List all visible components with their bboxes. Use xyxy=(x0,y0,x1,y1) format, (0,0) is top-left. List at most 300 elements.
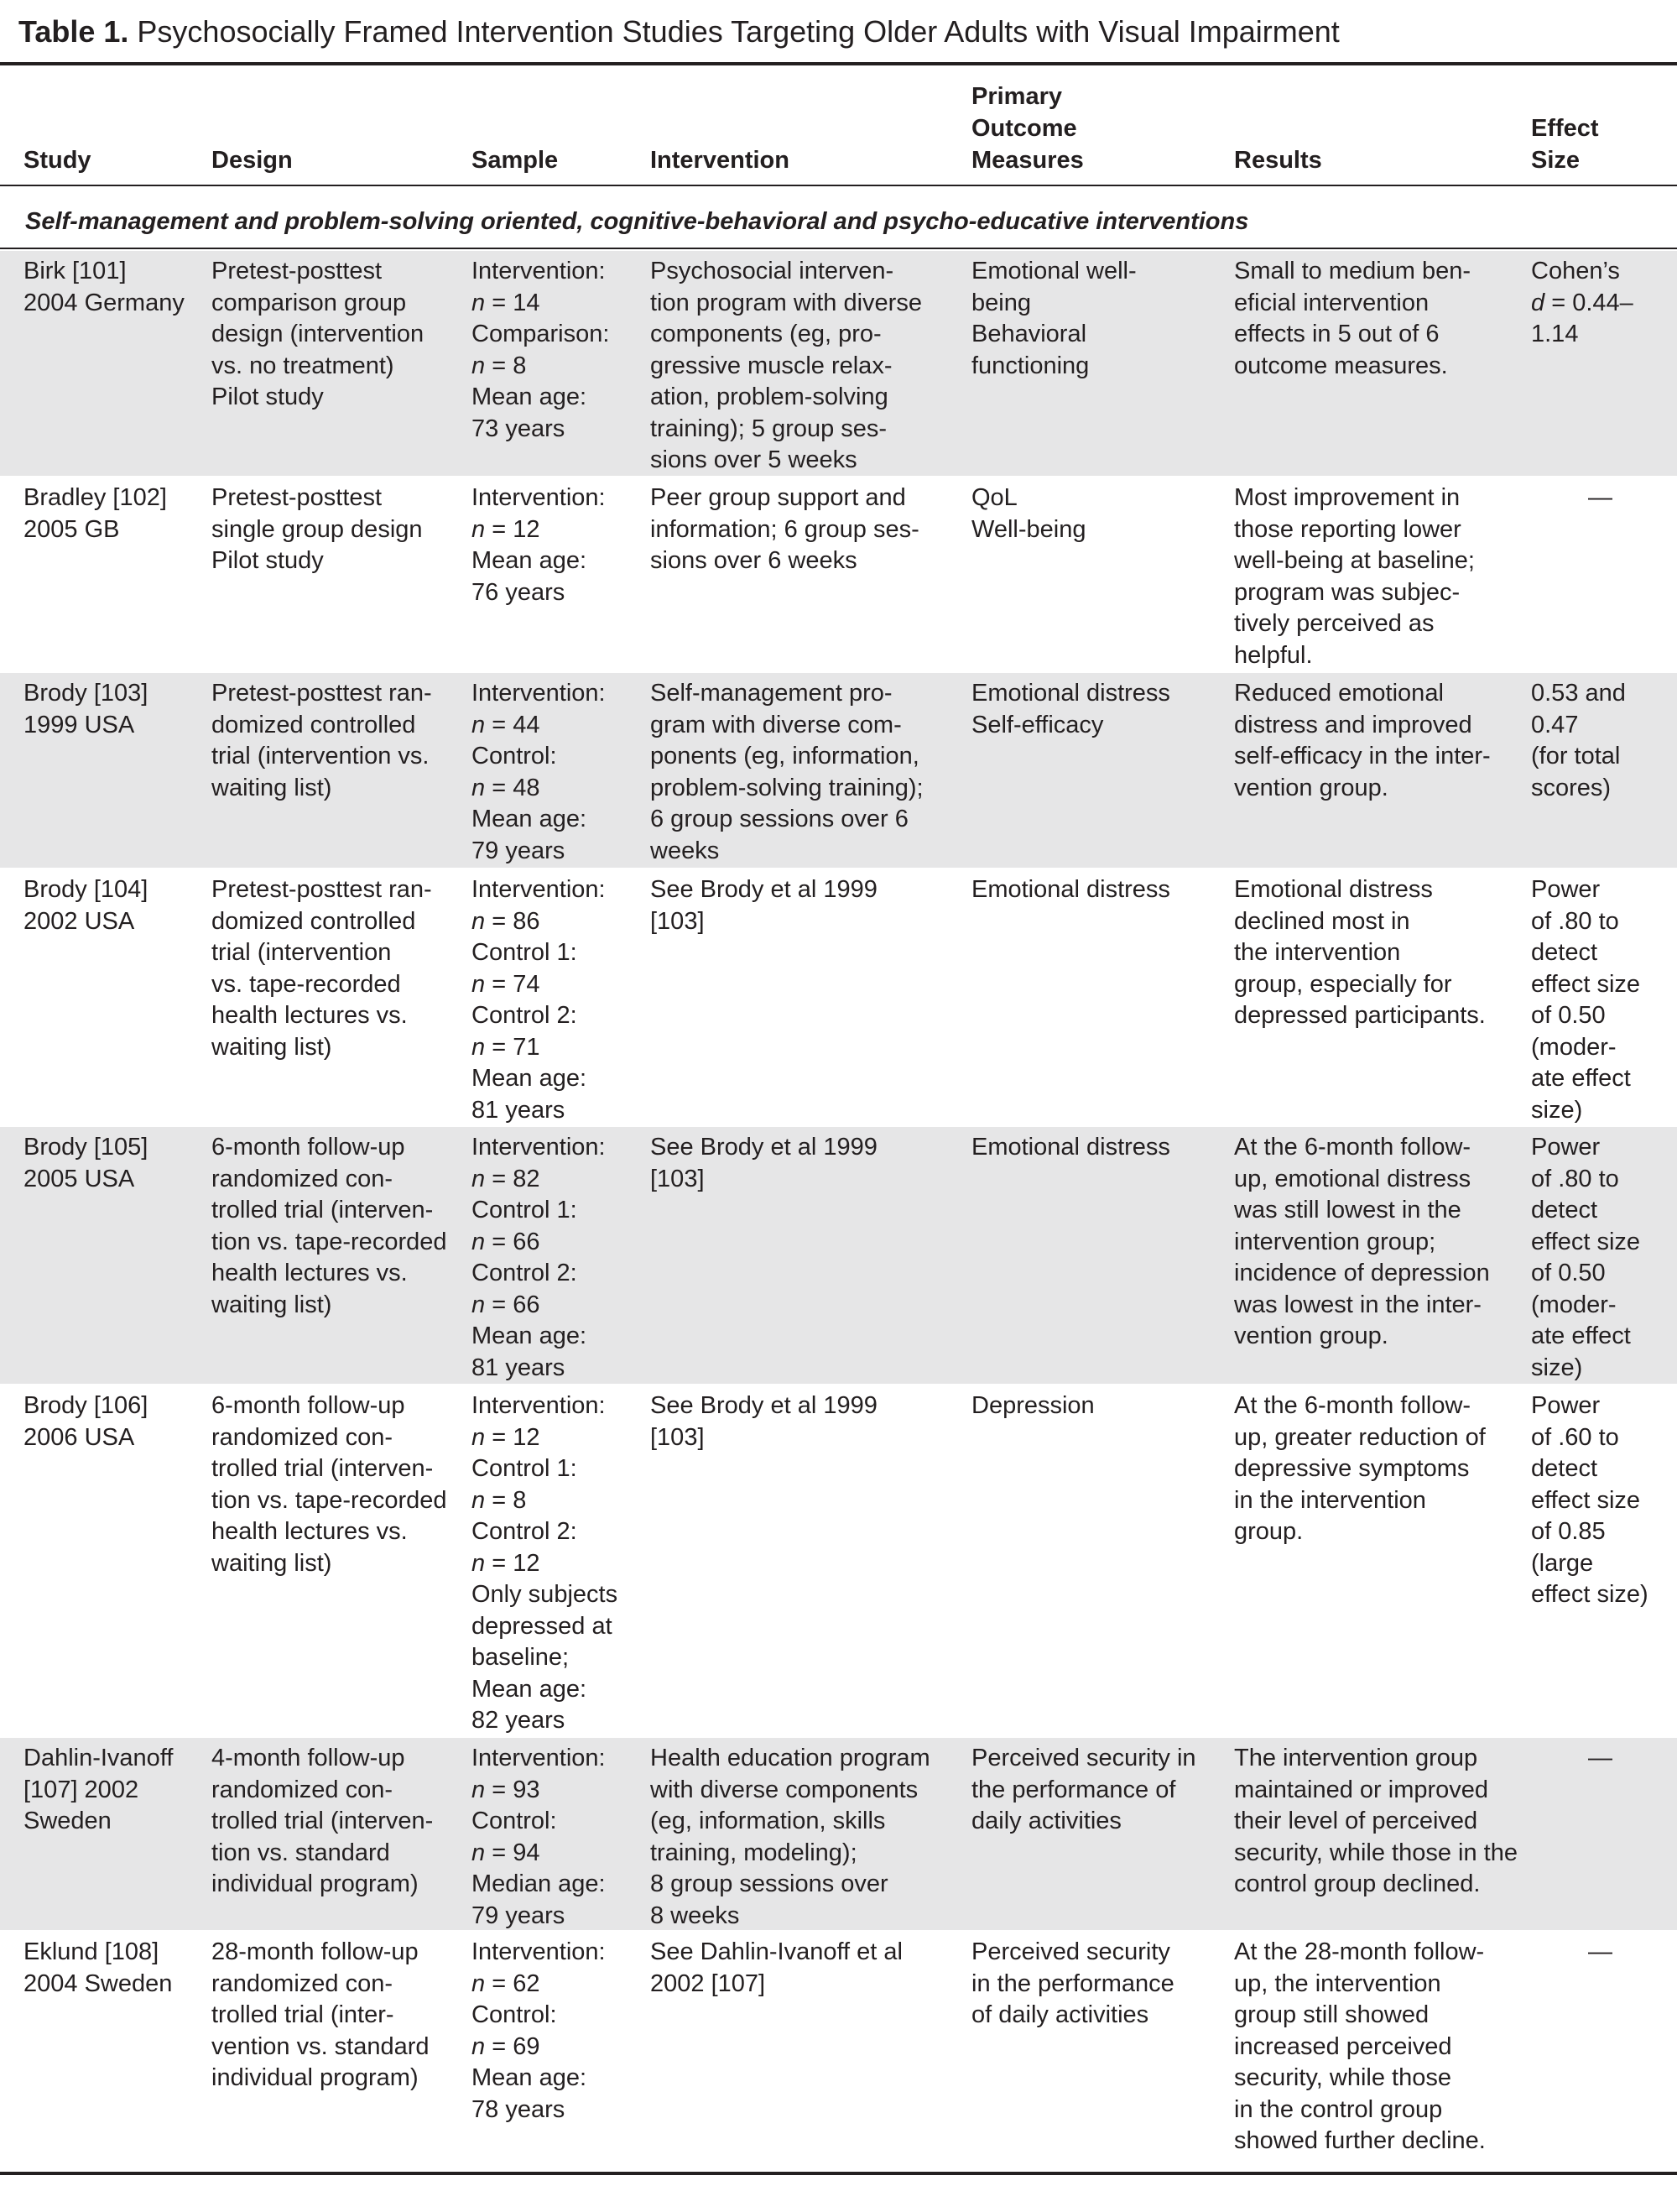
cell-line: At the 6-month follow- xyxy=(1234,1134,1471,1161)
cell-line: 2006 USA xyxy=(23,1423,135,1451)
column-header-line: Outcome xyxy=(971,115,1077,142)
cell-line: single group design xyxy=(211,515,423,543)
cell-design xyxy=(211,874,467,1063)
cell-line: tion program with diverse xyxy=(650,289,922,316)
cell-line: domized controlled xyxy=(211,907,416,935)
cell-line: 28-month follow-up xyxy=(211,1938,419,1965)
cell-line: Only subjects xyxy=(471,1581,618,1608)
cell-line: individual program) xyxy=(211,2064,419,2091)
cell-line: daily activities xyxy=(971,1808,1122,1834)
cell-line: outcome measures. xyxy=(1234,352,1448,379)
cell-line: n = 62 xyxy=(471,1969,540,1997)
cell-line: Intervention: xyxy=(471,876,606,903)
cell-line: functioning xyxy=(971,352,1090,379)
cell-line: Pretest-posttest xyxy=(211,484,383,511)
cell-results xyxy=(1234,1132,1528,1353)
cell-line: randomized con- xyxy=(211,1776,393,1803)
bottom-rule xyxy=(0,2172,1677,2175)
cell-line: Emotional distress xyxy=(971,1134,1170,1161)
cell-line: gram with diverse com- xyxy=(650,711,902,738)
cell-sample xyxy=(471,1132,648,1384)
cell-line: n = 8 xyxy=(471,352,527,379)
cell-line: weeks xyxy=(650,837,720,864)
cell-outcomes xyxy=(971,678,1232,741)
cell-line: — xyxy=(1588,1745,1612,1771)
cell-sample xyxy=(471,483,648,608)
cell-line: their level of perceived xyxy=(1234,1808,1478,1834)
cell-line: up, greater reduction of xyxy=(1234,1423,1486,1451)
cell-line: Control: xyxy=(471,1808,557,1834)
cell-sample xyxy=(471,678,648,867)
cell-line: Mean age: xyxy=(471,1323,587,1349)
cell-line: waiting list) xyxy=(211,774,332,801)
cell-effect xyxy=(1531,678,1669,804)
cell-results xyxy=(1234,874,1528,1032)
cell-outcomes xyxy=(971,256,1232,382)
cell-line: Dahlin-Ivanoff xyxy=(23,1745,174,1771)
cell-line: n = 86 xyxy=(471,907,540,935)
cell-line: security, while those xyxy=(1234,2064,1451,2091)
cell-line: Mean age: xyxy=(471,806,587,832)
cell-line: Control: xyxy=(471,2001,557,2028)
cell-line: trial (intervention vs. xyxy=(211,743,430,770)
cell-line: baseline; xyxy=(471,1644,570,1671)
column-header-study xyxy=(23,144,91,176)
cell-line: tion vs. tape-recorded xyxy=(211,1228,447,1255)
cell-line: Pretest-posttest ran- xyxy=(211,876,432,903)
cell-line: of 0.50 xyxy=(1531,1260,1606,1286)
cell-line: security, while those in the xyxy=(1234,1839,1518,1866)
column-header-line: Primary xyxy=(971,83,1063,110)
cell-line: Control 1: xyxy=(471,1197,577,1223)
cell-line: [103] xyxy=(650,1165,705,1192)
cell-line: 76 years xyxy=(471,578,565,606)
cell-results xyxy=(1234,483,1528,671)
cell-line: up, the intervention xyxy=(1234,1969,1441,1997)
column-header-design xyxy=(211,144,293,176)
cell-line: effect size xyxy=(1531,1228,1641,1255)
cell-line: n = 74 xyxy=(471,970,540,998)
table-row xyxy=(0,251,1677,476)
cell-line: Emotional well- xyxy=(971,258,1137,284)
cell-line: Small to medium ben- xyxy=(1234,258,1471,284)
cell-line: up, emotional distress xyxy=(1234,1165,1471,1192)
column-header-line: Results xyxy=(1234,147,1322,174)
cell-line: of 0.85 xyxy=(1531,1518,1606,1545)
cell-line: problem-solving training); xyxy=(650,774,924,801)
cell-line: (moder- xyxy=(1531,1033,1617,1061)
cell-line: in the performance xyxy=(971,1969,1174,1997)
cell-line: At the 28-month follow- xyxy=(1234,1938,1485,1965)
cell-line: n = 12 xyxy=(471,515,540,543)
cell-outcomes xyxy=(971,1132,1232,1164)
cell-line: n = 69 xyxy=(471,2032,540,2060)
cell-line: trolled trial (inter- xyxy=(211,2001,394,2028)
cell-line: 73 years xyxy=(471,415,565,442)
cell-line: 81 years xyxy=(471,1096,565,1124)
table-row xyxy=(0,1385,1677,1736)
cell-design xyxy=(211,678,467,804)
cell-design xyxy=(211,1132,467,1321)
cell-line: Sweden xyxy=(23,1808,112,1834)
cell-line: — xyxy=(1588,1938,1612,1965)
cell-line: Intervention: xyxy=(471,1134,606,1161)
cell-line: Intervention: xyxy=(471,1938,606,1965)
header-rule xyxy=(0,185,1677,186)
cell-line: increased perceived xyxy=(1234,2032,1452,2060)
cell-line: group still showed xyxy=(1234,2001,1430,2028)
cell-line: The intervention group xyxy=(1234,1745,1478,1771)
cell-intervention xyxy=(650,256,969,477)
column-header-line: Intervention xyxy=(650,147,789,174)
table-row xyxy=(0,1127,1677,1384)
column-header-line: Effect xyxy=(1531,115,1599,142)
cell-line: Emotional distress xyxy=(1234,876,1433,903)
cell-line: Mean age: xyxy=(471,1675,587,1703)
cell-results xyxy=(1234,678,1528,804)
cell-line: vention vs. standard xyxy=(211,2032,430,2060)
cell-line: tion vs. tape-recorded xyxy=(211,1486,447,1514)
cell-line: Eklund [108] xyxy=(23,1938,159,1965)
cell-line: being xyxy=(971,289,1031,316)
column-header-outcomes xyxy=(971,81,1084,176)
section-rule xyxy=(0,248,1677,249)
cell-study xyxy=(23,1390,208,1453)
cell-line: 79 years xyxy=(471,837,565,864)
cell-line: n = 66 xyxy=(471,1291,540,1318)
cell-intervention xyxy=(650,678,969,867)
cell-line: Behavioral xyxy=(971,321,1087,347)
cell-line: 6-month follow-up xyxy=(211,1392,405,1419)
table-caption xyxy=(18,8,1340,55)
cell-intervention xyxy=(650,1937,969,2000)
cell-line: 2002 USA xyxy=(23,907,135,935)
cell-line: Control 2: xyxy=(471,1002,577,1029)
cell-line: depressive symptoms xyxy=(1234,1455,1470,1482)
column-header-line: Sample xyxy=(471,147,559,174)
cell-line: 4-month follow-up xyxy=(211,1745,405,1771)
cell-line: Most improvement in xyxy=(1234,484,1461,511)
cell-line: n = 93 xyxy=(471,1776,540,1803)
cell-line: Self-management pro- xyxy=(650,680,893,707)
cell-line: Control 1: xyxy=(471,1455,577,1482)
cell-study xyxy=(23,256,208,319)
cell-line: depressed at xyxy=(471,1612,612,1640)
cell-line: [103] xyxy=(650,907,705,935)
cell-line: of .60 to xyxy=(1531,1423,1619,1451)
cell-line: training, modeling); xyxy=(650,1839,857,1866)
cell-line: Health education program xyxy=(650,1745,930,1771)
cell-line: vs. tape-recorded xyxy=(211,970,401,998)
column-header-line: Measures xyxy=(971,147,1084,174)
cell-line: 6 group sessions over 6 xyxy=(650,806,909,832)
cell-line: 82 years xyxy=(471,1707,565,1734)
cell-effect xyxy=(1531,256,1669,351)
cell-line: vention group. xyxy=(1234,1323,1388,1349)
cell-line: randomized con- xyxy=(211,1969,393,1997)
cell-line: in the intervention xyxy=(1234,1486,1426,1514)
cell-line: detect xyxy=(1531,1455,1597,1482)
cell-line: of 0.50 xyxy=(1531,1002,1606,1029)
column-header-effect xyxy=(1531,112,1599,176)
cell-line: detect xyxy=(1531,939,1597,966)
cell-line: helpful. xyxy=(1234,641,1313,669)
cell-line: health lectures vs. xyxy=(211,1260,408,1286)
cell-outcomes xyxy=(971,483,1232,545)
cell-line: 2005 USA xyxy=(23,1165,135,1192)
cell-line: Pilot study xyxy=(211,383,324,410)
cell-line: of .80 to xyxy=(1531,907,1619,935)
cell-line: training); 5 group ses- xyxy=(650,415,888,442)
cell-line: detect xyxy=(1531,1197,1597,1223)
table-label: Table 1. xyxy=(18,14,129,49)
cell-line: n = 44 xyxy=(471,711,540,738)
cell-line: trial (intervention xyxy=(211,939,392,966)
cell-line: 8 weeks xyxy=(650,1902,740,1929)
cell-line: ponents (eg, information, xyxy=(650,743,919,770)
table-row xyxy=(0,1738,1677,1930)
cell-intervention xyxy=(650,483,969,577)
cell-line: comparison group xyxy=(211,289,407,316)
cell-intervention xyxy=(650,1743,969,1932)
cell-line: waiting list) xyxy=(211,1291,332,1318)
cell-line: 0.53 and xyxy=(1531,680,1626,707)
cell-line: Pretest-posttest ran- xyxy=(211,680,432,707)
table-row xyxy=(0,673,1677,868)
cell-intervention xyxy=(650,874,969,937)
cell-line: tion vs. standard xyxy=(211,1839,390,1866)
cell-study xyxy=(23,678,208,741)
cell-line: Birk [101] xyxy=(23,258,127,284)
cell-line: See Brody et al 1999 xyxy=(650,1392,878,1419)
cell-line: Psychosocial interven- xyxy=(650,258,894,284)
cell-line: depressed participants. xyxy=(1234,1002,1486,1029)
top-rule xyxy=(0,62,1677,65)
cell-effect xyxy=(1531,1937,1669,1969)
cell-design xyxy=(211,1390,467,1579)
cell-line: trolled trial (interven- xyxy=(211,1455,434,1482)
cell-line: the intervention xyxy=(1234,939,1401,966)
cell-line: Control 2: xyxy=(471,1518,577,1545)
table-row xyxy=(0,869,1677,1125)
cell-line: See Brody et al 1999 xyxy=(650,876,878,903)
cell-line: Brody [105] xyxy=(23,1134,148,1161)
cell-line: (moder- xyxy=(1531,1291,1617,1318)
cell-line: distress and improved xyxy=(1234,711,1472,738)
cell-sample xyxy=(471,1937,648,2126)
cell-line: randomized con- xyxy=(211,1423,393,1451)
cell-line: domized controlled xyxy=(211,711,416,738)
cell-line: Control: xyxy=(471,743,557,770)
cell-line: sions over 6 weeks xyxy=(650,547,857,574)
cell-line: Self-efficacy xyxy=(971,711,1104,738)
cell-design xyxy=(211,256,467,414)
cell-line: Intervention: xyxy=(471,258,606,284)
cell-line: Power xyxy=(1531,876,1601,903)
cell-line: Perceived security in xyxy=(971,1745,1196,1771)
cell-line: of daily activities xyxy=(971,2001,1149,2028)
cell-line: 2002 [107] xyxy=(650,1969,766,1997)
cell-line: intervention group; xyxy=(1234,1228,1436,1255)
cell-intervention xyxy=(650,1390,969,1453)
cell-results xyxy=(1234,1743,1528,1901)
cell-intervention xyxy=(650,1132,969,1195)
cell-line: n = 71 xyxy=(471,1033,540,1061)
cell-line: individual program) xyxy=(211,1870,419,1897)
cell-line: At the 6-month follow- xyxy=(1234,1392,1471,1419)
cell-study xyxy=(23,1132,208,1195)
section-heading: Self-management and problem-solving oriented, cognitive-behavioral and psycho-educative interventions xyxy=(25,208,1249,235)
cell-line: See Dahlin-Ivanoff et al xyxy=(650,1938,903,1965)
cell-line: size) xyxy=(1531,1096,1583,1124)
cell-line: with diverse components xyxy=(650,1776,919,1803)
cell-line: in the control group xyxy=(1234,2095,1443,2123)
cell-line: ate effect xyxy=(1531,1323,1631,1349)
cell-line: control group declined. xyxy=(1234,1870,1481,1897)
cell-effect xyxy=(1531,1743,1669,1775)
cell-line: components (eg, pro- xyxy=(650,321,882,347)
cell-line: QoL xyxy=(971,484,1018,511)
cell-design xyxy=(211,1937,467,2095)
cell-line: Mean age: xyxy=(471,1065,587,1092)
cell-line: 79 years xyxy=(471,1902,565,1929)
cell-sample xyxy=(471,1390,648,1737)
cell-line: waiting list) xyxy=(211,1033,332,1061)
column-header-intervention xyxy=(650,144,789,176)
cell-line: Emotional distress xyxy=(971,876,1170,903)
cell-line: Cohen’s xyxy=(1531,258,1620,284)
cell-line: Mean age: xyxy=(471,547,587,574)
cell-line: ation, problem-solving xyxy=(650,383,888,410)
cell-study xyxy=(23,874,208,937)
cell-line: Intervention: xyxy=(471,1392,606,1419)
cell-line: Brody [103] xyxy=(23,680,148,707)
cell-line: Well-being xyxy=(971,515,1086,543)
table-title: Psychosocially Framed Intervention Studies Targeting Older Adults with Visual Impairment xyxy=(137,14,1340,49)
cell-line: 8 group sessions over xyxy=(650,1870,888,1897)
cell-line: Intervention: xyxy=(471,484,606,511)
cell-study xyxy=(23,1743,208,1838)
cell-line: gressive muscle relax- xyxy=(650,352,893,379)
cell-line: Reduced emotional xyxy=(1234,680,1444,707)
column-header-line: Size xyxy=(1531,147,1581,174)
cell-line: 6-month follow-up xyxy=(211,1134,405,1161)
cell-line: Depression xyxy=(971,1392,1095,1419)
cell-line: Intervention: xyxy=(471,1745,606,1771)
cell-line: self-efficacy in the inter- xyxy=(1234,743,1491,770)
cell-line: 2004 Sweden xyxy=(23,1969,173,1997)
cell-line: [103] xyxy=(650,1423,705,1451)
cell-effect xyxy=(1531,1132,1669,1384)
cell-line: Pretest-posttest xyxy=(211,258,383,284)
cell-line: sions over 5 weeks xyxy=(650,446,857,473)
cell-line: the performance of xyxy=(971,1776,1176,1803)
column-header-line: Design xyxy=(211,147,293,174)
cell-line: n = 94 xyxy=(471,1839,540,1866)
cell-line: of .80 to xyxy=(1531,1165,1619,1192)
cell-line: group, especially for xyxy=(1234,970,1452,998)
cell-line: See Brody et al 1999 xyxy=(650,1134,878,1161)
cell-results xyxy=(1234,1937,1528,2157)
cell-line: 1.14 xyxy=(1531,321,1579,347)
cell-line: group. xyxy=(1234,1518,1304,1545)
cell-line: was still lowest in the xyxy=(1234,1197,1461,1223)
cell-line: Median age: xyxy=(471,1870,606,1897)
cell-effect xyxy=(1531,874,1669,1126)
cell-line: 1999 USA xyxy=(23,711,135,738)
cell-line: trolled trial (interven- xyxy=(211,1808,434,1834)
column-header-sample xyxy=(471,144,558,176)
cell-effect xyxy=(1531,483,1669,514)
column-header-line: Study xyxy=(23,147,91,174)
cell-line: Pilot study xyxy=(211,547,324,574)
cell-line: n = 66 xyxy=(471,1228,540,1255)
cell-line: effect size) xyxy=(1531,1581,1648,1608)
cell-line: n = 48 xyxy=(471,774,540,801)
cell-line: Brody [104] xyxy=(23,876,148,903)
cell-study xyxy=(23,1937,208,2000)
cell-line: maintained or improved xyxy=(1234,1776,1489,1803)
cell-line: (large xyxy=(1531,1549,1594,1577)
column-header-results xyxy=(1234,144,1322,176)
cell-line: effect size xyxy=(1531,970,1641,998)
cell-outcomes xyxy=(971,1937,1232,2032)
cell-line: scores) xyxy=(1531,774,1612,801)
cell-line: 78 years xyxy=(471,2095,565,2123)
cell-line: information; 6 group ses- xyxy=(650,515,919,543)
cell-line: Control 2: xyxy=(471,1260,577,1286)
cell-line: — xyxy=(1588,484,1612,511)
cell-line: (eg, information, skills xyxy=(650,1808,886,1834)
cell-line: 0.47 xyxy=(1531,711,1579,738)
cell-line: n = 12 xyxy=(471,1423,540,1451)
cell-line: d = 0.44– xyxy=(1531,289,1633,316)
cell-line: randomized con- xyxy=(211,1165,393,1192)
cell-results xyxy=(1234,1390,1528,1548)
cell-line: incidence of depression xyxy=(1234,1260,1490,1286)
cell-line: program was subjec- xyxy=(1234,578,1461,606)
cell-line: tively perceived as xyxy=(1234,610,1435,637)
cell-line: vs. no treatment) xyxy=(211,352,394,379)
cell-line: Mean age: xyxy=(471,2064,587,2091)
cell-line: effects in 5 out of 6 xyxy=(1234,321,1440,347)
cell-study xyxy=(23,483,208,545)
cell-line: Power xyxy=(1531,1134,1601,1161)
cell-line: 2004 Germany xyxy=(23,289,185,316)
cell-sample xyxy=(471,256,648,445)
cell-line: [107] 2002 xyxy=(23,1776,139,1803)
cell-line: size) xyxy=(1531,1354,1583,1381)
cell-results xyxy=(1234,256,1528,382)
cell-sample xyxy=(471,1743,648,1932)
cell-line: Power xyxy=(1531,1392,1601,1419)
cell-line: n = 82 xyxy=(471,1165,540,1192)
cell-line: health lectures vs. xyxy=(211,1002,408,1029)
cell-line: Comparison: xyxy=(471,321,610,347)
cell-line: Bradley [102] xyxy=(23,484,167,511)
cell-design xyxy=(211,483,467,577)
cell-line: ate effect xyxy=(1531,1065,1631,1092)
cell-line: trolled trial (interven- xyxy=(211,1197,434,1223)
cell-line: declined most in xyxy=(1234,907,1410,935)
cell-line: Mean age: xyxy=(471,383,587,410)
cell-line: design (intervention xyxy=(211,321,424,347)
cell-line: n = 14 xyxy=(471,289,540,316)
cell-line: effect size xyxy=(1531,1486,1641,1514)
cell-line: n = 12 xyxy=(471,1549,540,1577)
cell-line: eficial intervention xyxy=(1234,289,1430,316)
cell-line: Control 1: xyxy=(471,939,577,966)
